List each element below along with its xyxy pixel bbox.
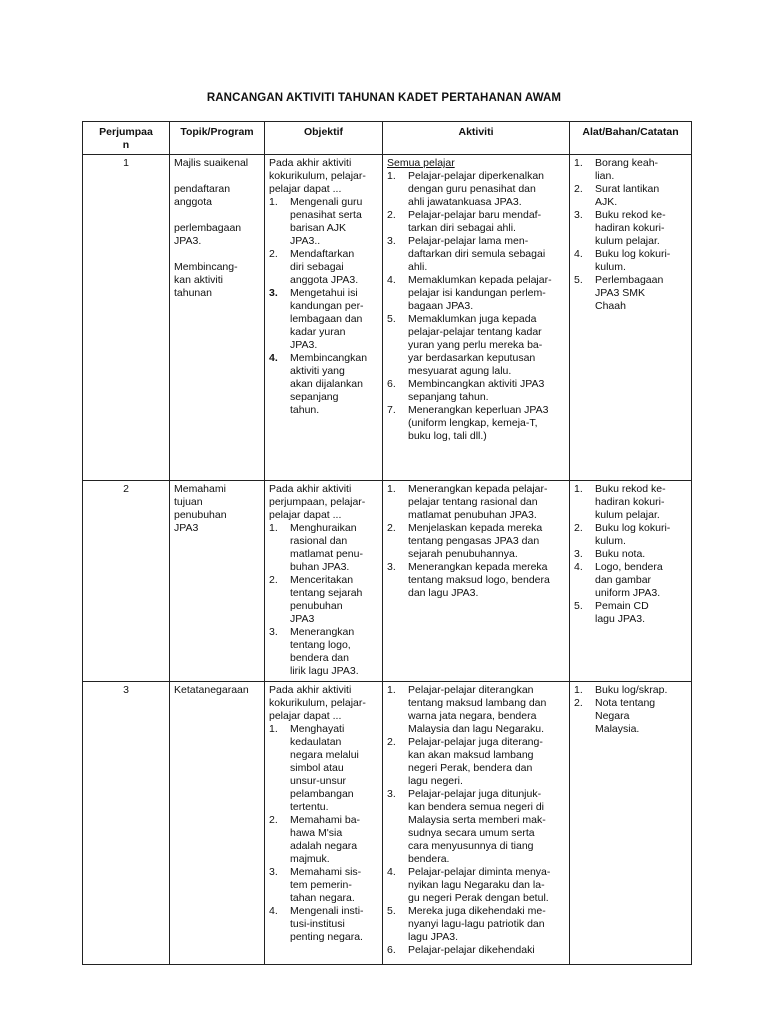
- objective-cell: Pada akhir aktiviti perjumpaan, pelajar- pelajar dapat ... 1. Menghuraikan rasional dan matlamat penu- buhan JPA3. 2. Menceritakan tentang sejarah penubuhan JPA3 3. Menerangkan tentang logo, bendera dan lirik lagu JPA3.: [265, 481, 383, 682]
- list-item: 1. Buku rekod ke- hadiran kokuri- kulum pelajar.: [574, 483, 666, 521]
- materials-cell: [570, 155, 692, 481]
- list-item: 4. Membincangkan aktiviti yang akan dijalankan sepanjang tahun.: [269, 352, 368, 416]
- list-item: 3. Menerangkan kepada mereka tentang maksud logo, bendera dan lagu JPA3.: [387, 561, 550, 599]
- list-item: 2. Menceritakan tentang sejarah penubuhan JPA3: [269, 574, 363, 625]
- materials-list: [574, 483, 687, 626]
- materials-list: [574, 157, 687, 313]
- list-item: 7. Menerangkan keperluan JPA3 (uniform lengkap, kemeja-T, buku log, tali dll.): [387, 404, 549, 442]
- list-item: 3. Pelajar-pelajar lama men- daftarkan diri semula sebagai ahli.: [387, 235, 546, 273]
- list-item: 2. Nota tentang Negara Malaysia.: [574, 697, 656, 735]
- list-item: 1. Menerangkan kepada pelajar- pelajar tentang rasional dan matlamat penubuhan JPA3.: [387, 483, 548, 521]
- materials-cell: [570, 682, 692, 965]
- list-item: 4. Buku log kokuri- kulum.: [574, 248, 671, 273]
- list-item: 2. Surat lantikan AJK.: [574, 183, 660, 208]
- list-item: 1. Menghayati kedaulatan negara melalui simbol atau unsur-unsur pelambangan tertentu.: [269, 723, 359, 813]
- list-item: 5. Mereka juga dikehendaki me- nyanyi lagu-lagu patriotik dan lagu JPA3.: [387, 905, 546, 943]
- header-objektif: Objektif: [265, 122, 383, 155]
- objective-list: [269, 723, 378, 944]
- activity-table: [82, 121, 692, 965]
- activity-list: [387, 170, 565, 443]
- table-row: [83, 682, 692, 965]
- list-item: 1. Menghuraikan rasional dan matlamat penu- buhan JPA3.: [269, 522, 363, 573]
- list-item: 5. Memaklumkan juga kepada pelajar-pelajar tentang kadar yuran yang perlu mereka ba- yar berdasarkan keputusan mesyuarat agung lalu.: [387, 313, 543, 377]
- materials-cell: [570, 481, 692, 682]
- table-row: [83, 481, 692, 682]
- list-item: 1. Borang keah- lian.: [574, 157, 659, 182]
- list-item: 3. Mengetahui isi kandungan per- lembagaan dan kadar yuran JPA3.: [269, 287, 364, 351]
- header-topik: Topik/Program: [170, 122, 265, 155]
- meeting-number: 2: [83, 481, 170, 682]
- list-item: 6. Membincangkan aktiviti JPA3 sepanjang tahun.: [387, 378, 545, 403]
- list-item: 5. Perlembagaan JPA3 SMK Chaah: [574, 274, 664, 312]
- list-item: 1. Pelajar-pelajar diterangkan tentang maksud lambang dan warna jata negara, bendera Malaysia dan lagu Negaraku.: [387, 684, 547, 735]
- list-item: 3. Pelajar-pelajar juga ditunjuk- kan bendera semua negeri di Malaysia serta memberi mak- sudnya secara umum serta cara menyusunnya di tiang bendera.: [387, 788, 546, 865]
- meeting-number: 3: [83, 682, 170, 965]
- list-item: 4. Mengenali insti- tusi-institusi penting negara.: [269, 905, 364, 943]
- list-item: 2. Memahami ba- hawa M'sia adalah negara majmuk.: [269, 814, 361, 865]
- table-row: [83, 155, 692, 481]
- topic-cell: Ketatanegaraan: [170, 682, 265, 965]
- list-item: 4. Pelajar-pelajar diminta menya- nyikan lagu Negaraku dan la- gu negeri Perak dengan betul.: [387, 866, 551, 904]
- activity-list: [387, 684, 565, 957]
- list-item: 3. Buku nota.: [574, 548, 646, 560]
- activity-cell: [383, 481, 570, 682]
- objective-list: [269, 522, 378, 678]
- list-item: 6. Pelajar-pelajar dikehendaki: [387, 944, 535, 956]
- list-item: 2. Mendaftarkan diri sebagai anggota JPA3.: [269, 248, 359, 286]
- activity-cell: [383, 682, 570, 965]
- materials-list: [574, 684, 687, 736]
- list-item: 2. Pelajar-pelajar baru mendaf- tarkan diri sebagai ahli.: [387, 209, 542, 234]
- activity-subheading: Semua pelajar: [387, 157, 455, 169]
- list-item: 1. Buku log/skrap.: [574, 684, 668, 696]
- activity-list: [387, 483, 565, 600]
- list-item: 2. Menjelaskan kepada mereka tentang pengasas JPA3 dan sejarah penubuhannya.: [387, 522, 543, 560]
- header-perjumpaan: Perjumpaa n: [83, 122, 170, 155]
- meeting-number: 1: [83, 155, 170, 481]
- list-item: 4. Logo, bendera dan gambar uniform JPA3.: [574, 561, 663, 599]
- list-item: 2. Pelajar-pelajar juga diterang- kan akan maksud lambang negeri Perak, bendera dan lagu negeri.: [387, 736, 543, 787]
- list-item: 3. Memahami sis- tem pemerin- tahan negara.: [269, 866, 362, 904]
- header-alat: Alat/Bahan/Catatan: [570, 122, 692, 155]
- list-item: 3. Menerangkan tentang logo, bendera dan lirik lagu JPA3.: [269, 626, 359, 677]
- list-item: 5. Pemain CD lagu JPA3.: [574, 600, 649, 625]
- objective-list: [269, 196, 378, 417]
- activity-cell: [383, 155, 570, 481]
- topic-cell: Majlis suaikenal pendaftaran anggota perlembagaan JPA3. Membincang- kan aktiviti tahunan: [170, 155, 265, 481]
- objective-cell: Pada akhir aktiviti kokurikulum, pelajar- pelajar dapat ... 1. Menghayati kedaulatan negara melalui simbol atau unsur-unsur pelambangan tertentu. 2. Memahami ba- hawa M'sia adalah negara majmuk. 3. Memahami sis- tem pemerin- tahan negara. 4. Mengenali insti- tusi-institusi penting negara.: [265, 682, 383, 965]
- objective-cell: Pada akhir aktiviti kokurikulum, pelajar- pelajar dapat ... 1. Mengenali guru penasihat serta barisan AJK JPA3.. 2. Mendaftarkan diri sebagai anggota JPA3. 3. Mengetahui isi kandungan per- lembagaan dan kadar yuran JPA3. 4. Membincangkan aktiviti yang akan dijalankan sepanjang tahun.: [265, 155, 383, 481]
- table-header-row: [83, 122, 692, 155]
- list-item: 1. Mengenali guru penasihat serta barisan AJK JPA3..: [269, 196, 363, 247]
- document-title: RANCANGAN AKTIVITI TAHUNAN KADET PERTAHANAN AWAM: [206, 92, 562, 104]
- topic-cell: Memahami tujuan penubuhan JPA3: [170, 481, 265, 682]
- list-item: 3. Buku rekod ke- hadiran kokuri- kulum pelajar.: [574, 209, 666, 247]
- header-aktiviti: Aktiviti: [383, 122, 570, 155]
- list-item: 1. Pelajar-pelajar diperkenalkan dengan guru penasihat dan ahli jawatankuasa JPA3.: [387, 170, 544, 208]
- list-item: 4. Memaklumkan kepada pelajar- pelajar isi kandungan perlem- bagaan JPA3.: [387, 274, 552, 312]
- list-item: 2. Buku log kokuri- kulum.: [574, 522, 671, 547]
